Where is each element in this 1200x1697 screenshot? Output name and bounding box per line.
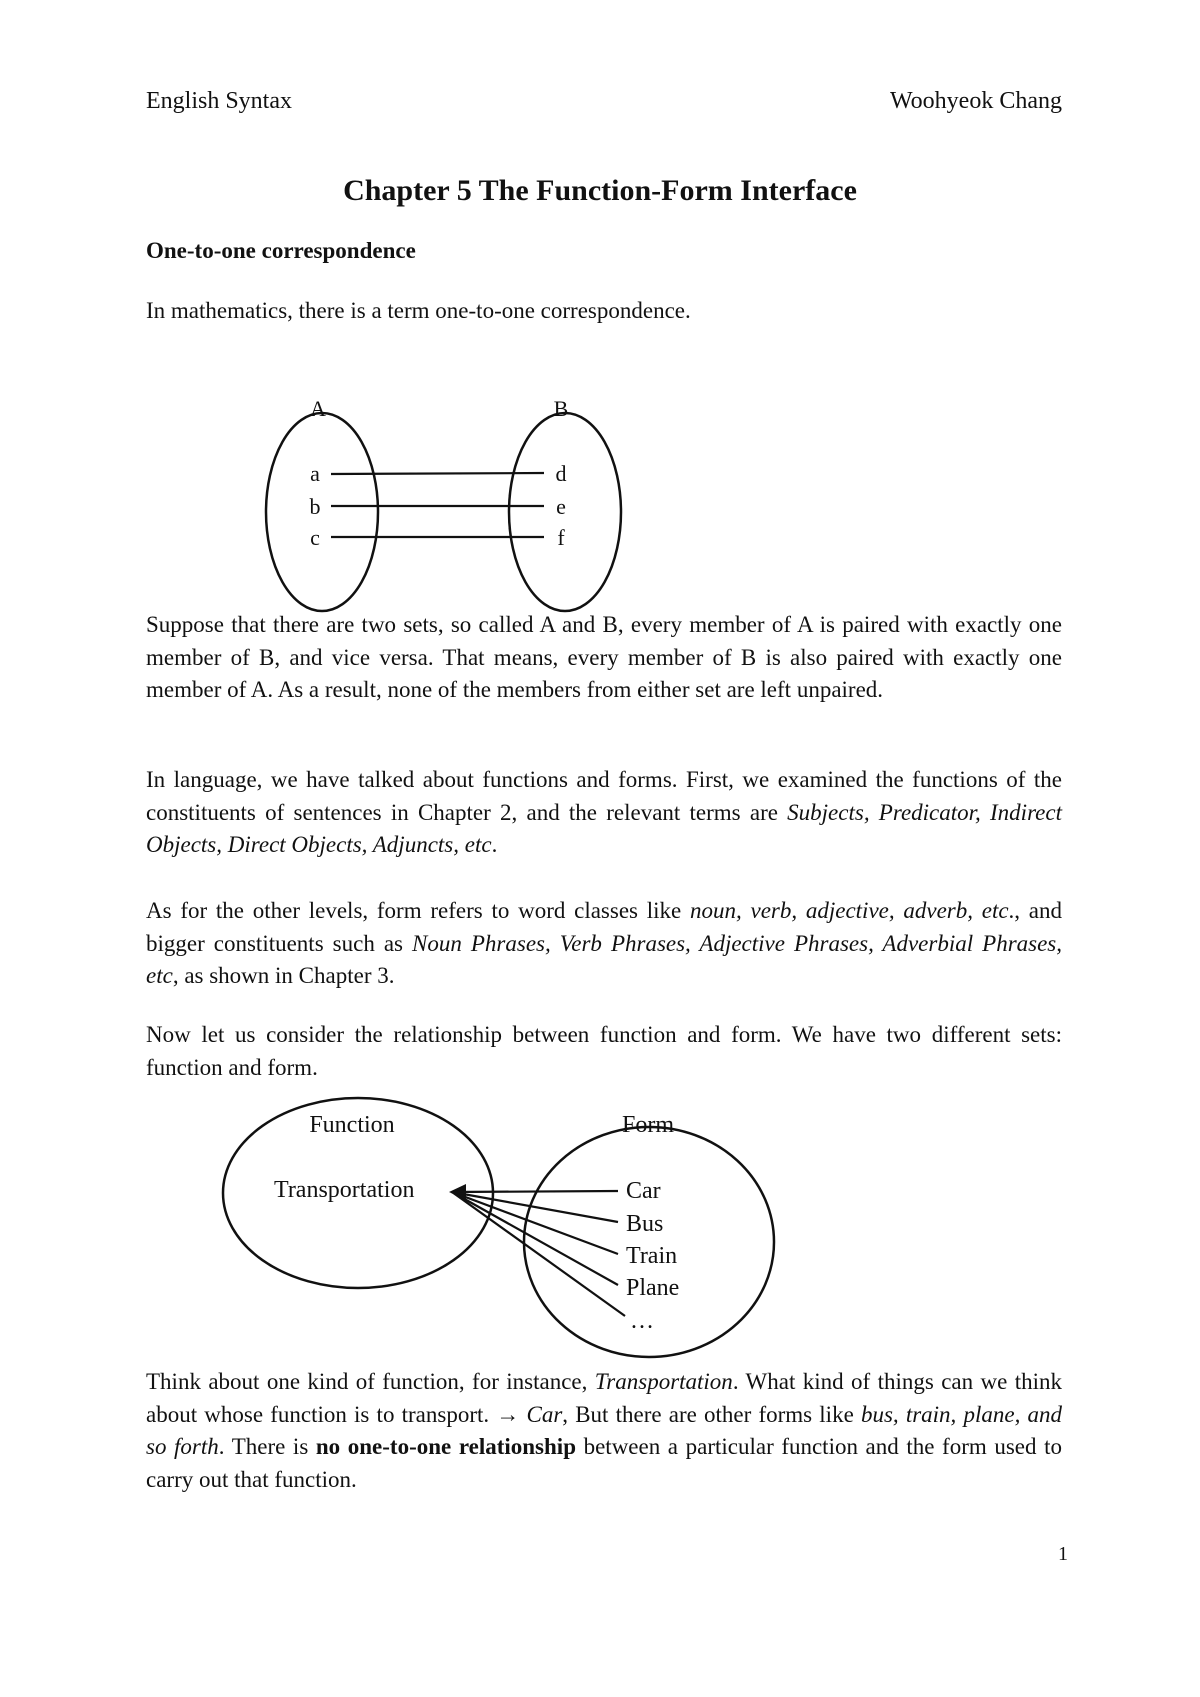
- header-course-title: English Syntax: [146, 88, 293, 114]
- set-b-label: B: [553, 396, 569, 421]
- header-author: Woohyeok Chang: [889, 88, 1062, 114]
- form-item: Bus: [626, 1211, 664, 1237]
- chapter-title: Chapter 5 The Function-Form Interface: [343, 174, 857, 207]
- paragraph-relationship: Now let us consider the relationship between function and form. We have two different sets: function and form.: [146, 1022, 1062, 1080]
- paragraph-forms: As for the other levels, form refers to word classes like noun, verb, adjective, adverb, etc., and bigger constituents such as Noun Phrases, Verb Phrases, Adjective Phrases, Adverbial Phrases, etc, as shown in Chapter 3.: [146, 898, 1063, 988]
- mapping-line-car: [452, 1191, 618, 1192]
- paragraph-functions: In language, we have talked about functions and forms. First, we examined the functions of the constituents of sentences in Chapter 2, and the relevant terms are Subjects, Predicator, Indirect Objects, Direct Objects, Adjuncts, etc.: [146, 767, 1062, 857]
- page-number: 1: [1058, 1543, 1068, 1565]
- form-item: Plane: [626, 1275, 680, 1301]
- form-item: Car: [626, 1178, 661, 1204]
- mapping-line-train: [452, 1192, 618, 1254]
- arrow-icon: →: [496, 1401, 520, 1427]
- paragraph-sets: Suppose that there are two sets, so called A and B, every member of A is paired with exactly one member of B, and vice versa. That means, every member of B is also paired with exactly one member of A. As a result, none of the members from either set are left unpaired.: [146, 612, 1062, 702]
- set-a-member: b: [309, 494, 321, 519]
- intro-paragraph: In mathematics, there is a term one-to-one correspondence.: [146, 298, 691, 323]
- form-item: …: [630, 1308, 654, 1334]
- set-a-member: a: [310, 461, 320, 486]
- set-a-label: A: [310, 396, 326, 421]
- function-set-label: Function: [309, 1112, 395, 1138]
- set-b-member: e: [556, 494, 566, 519]
- set-b-member: f: [557, 525, 565, 550]
- section-heading: One-to-one correspondence: [146, 238, 416, 263]
- function-item-transportation: Transportation: [274, 1177, 415, 1203]
- set-a-member: c: [310, 525, 320, 550]
- set-b-member: d: [555, 461, 567, 486]
- paragraph-transportation: Think about one kind of function, for instance, Transportation. What kind of things can we think about whose function is to transport. → Car, But there are other forms like bus, train, plane, and so forth. There is no one-to-one relationship between a particular function and the form used to carry out that function.: [146, 1369, 1063, 1492]
- form-item: Train: [626, 1243, 678, 1269]
- form-set-label: Form: [621, 1112, 675, 1138]
